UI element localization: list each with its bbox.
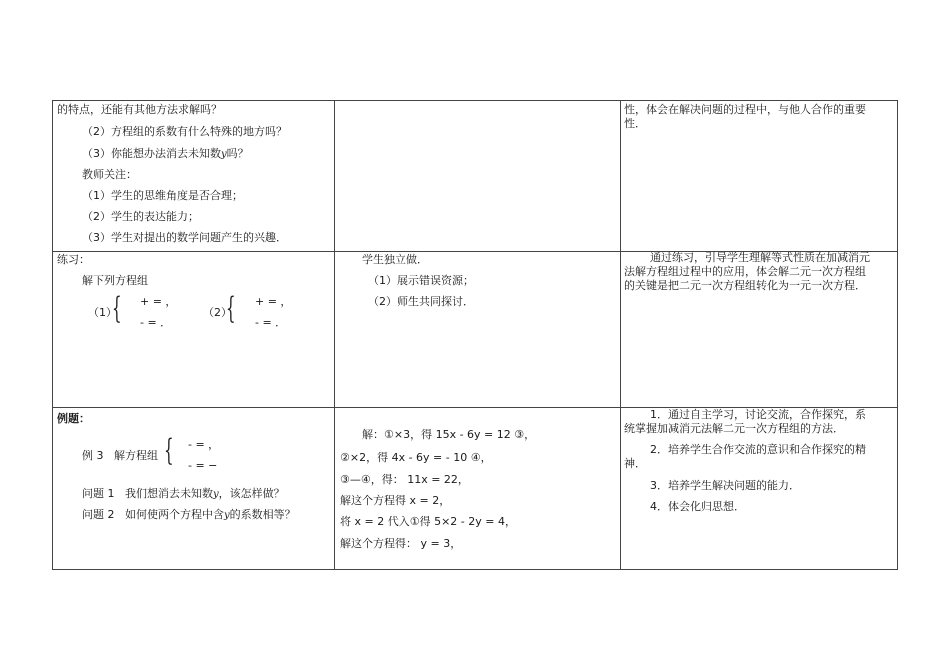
question-2	[82, 508, 296, 523]
column-divider-2	[620, 101, 621, 569]
row1-purpose-line1: 性，体会在解决问题的过程中，与他人合作的重要	[624, 103, 866, 116]
focus-item-2: （2）学生的表达能力；	[82, 210, 199, 223]
solution-step-5: 将 x = 2 代入①得 5×2 - 2y = 4，	[340, 515, 516, 528]
question-1-prefix: 问题 1	[82, 487, 115, 500]
example-equation-a: - = ，	[188, 438, 220, 451]
question-2-suffix: 的系数相等？	[229, 508, 296, 521]
row1-question-3	[82, 147, 249, 162]
exercise-purpose-line1: 通过练习，引导学生理解等式性质在加减消元	[650, 251, 870, 264]
q3-suffix: 吗？	[226, 147, 249, 160]
exercise-1-equation-a: + = ，	[140, 295, 177, 308]
question-1-text: 我们想消去未知数	[125, 487, 213, 500]
question-1	[82, 487, 285, 502]
student-work-line1: 学生独立做．	[362, 253, 428, 266]
exercise-subtitle: 解下列方程组	[82, 274, 148, 287]
teacher-focus-label: 教师关注：	[82, 168, 137, 181]
goal-1-line2: 统掌握加减消元法解二元一次方程组的方法．	[624, 422, 844, 435]
example-brace: {	[164, 433, 174, 468]
exercise-purpose-line2: 法解方程组过程中的应用，体会解二元一次方程组	[624, 265, 866, 278]
exercise-2-equation-a: + = ，	[255, 295, 292, 308]
question-1-variable: y	[213, 489, 219, 500]
goal-2-line1: 2．培养学生合作交流的意识和合作探究的精	[650, 443, 866, 456]
goal-2-line2: 神．	[624, 457, 646, 470]
example-title: 例题：	[57, 412, 90, 425]
question-1-suffix: ，该怎样做？	[218, 487, 285, 500]
exercise-title: 练习：	[57, 253, 90, 266]
solution-step-2: ②×2，得 4x - 6y = - 10 ④，	[340, 451, 492, 464]
solution-step-6: 解这个方程得： y = 3，	[340, 537, 462, 550]
student-work-line3: （2）师生共同探讨．	[368, 295, 474, 308]
goal-1-line1: 1．通过自主学习，讨论交流，合作探究，系	[650, 408, 866, 421]
focus-item-1: （1）学生的思维角度是否合理；	[82, 189, 243, 202]
row1-question-2: （2）方程组的系数有什么特殊的地方吗？	[82, 125, 287, 138]
solution-step-1: 解：①×3，得 15x - 6y = 12 ③，	[362, 428, 536, 441]
example-instruction: 解方程组	[114, 449, 158, 462]
exercise-2-equation-b: - = ．	[255, 316, 287, 329]
row1-purpose-line2: 性．	[624, 117, 646, 130]
brace-1: {	[112, 291, 122, 326]
exercise-2-label: （2）	[203, 306, 232, 319]
student-work-line2: （1）展示错误资源；	[368, 274, 474, 287]
brace-2: {	[226, 291, 236, 326]
exercise-purpose-line3: 的关键是把二元一次方程组转化为一元一次方程．	[624, 279, 866, 292]
q3-variable: y	[221, 149, 227, 160]
column-divider-1	[334, 101, 335, 569]
example-number: 例 3	[82, 449, 104, 462]
focus-item-3: （3）学生对提出的数学问题产生的兴趣．	[82, 231, 287, 244]
solution-step-4: 解这个方程得 x = 2，	[340, 494, 451, 507]
exercise-1-equation-b: - = ．	[140, 316, 172, 329]
example-label	[82, 449, 158, 463]
goal-3: 3．培养学生解决问题的能力．	[650, 479, 800, 492]
question-2-prefix: 问题 2	[82, 508, 115, 521]
row1-text-line1: 的特点，还能有其他方法求解吗？	[57, 103, 222, 116]
question-2-variable: y	[224, 510, 230, 521]
exercise-1-label: （1）	[88, 306, 117, 319]
example-equation-b: - = −	[188, 459, 218, 472]
goal-4: 4．体会化归思想．	[650, 500, 745, 513]
question-2-text: 如何使两个方程中含	[125, 508, 224, 521]
q3-prefix: （3）你能想办法消去未知数	[82, 147, 221, 160]
solution-step-3: ③—④，得： 11x = 22，	[340, 473, 469, 486]
